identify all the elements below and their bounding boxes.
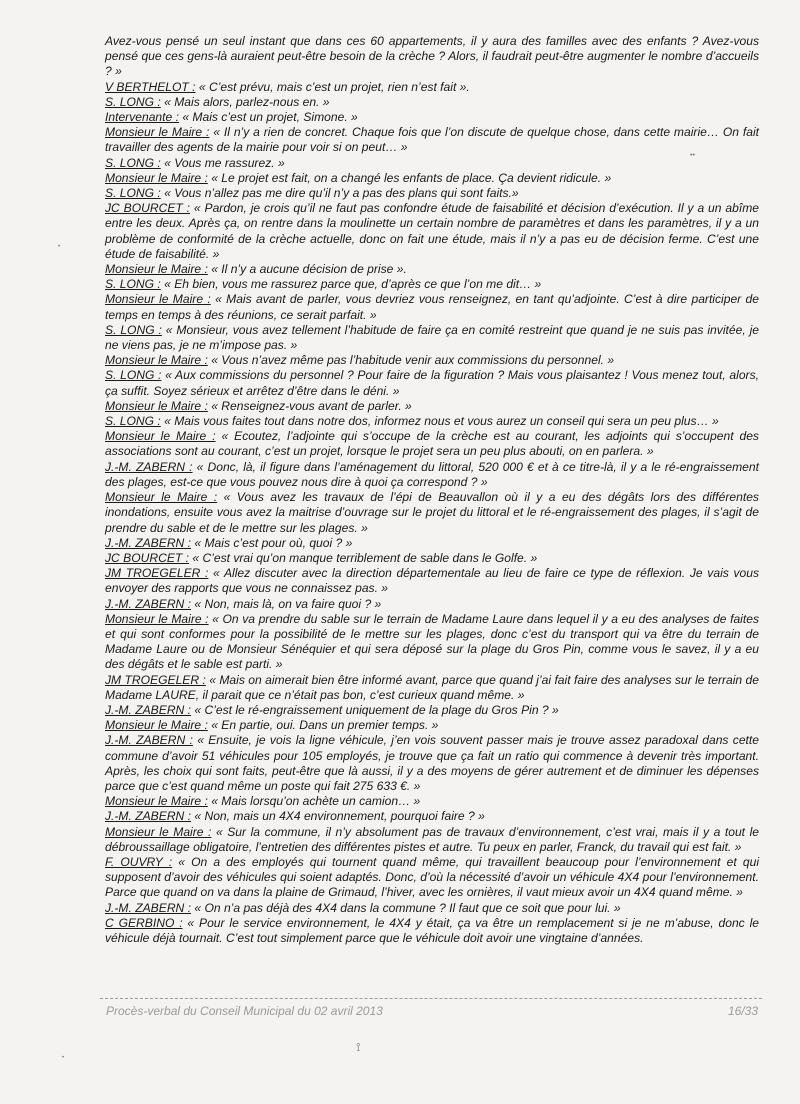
speech-text: « Vous n’avez même pas l’habitude venir aux commissions du personnel. » [207, 353, 615, 368]
speaker-name: J.-M. ZABERN : [105, 733, 193, 748]
speech-text: « Pour le service environnement, le 4X4 y était, ça va être un remplacement si je ne m’abuse, donc le véhicule déjà tournait. C’est tout simplement parce que le véhicule doit avoir une vingtaine d’années. [105, 915, 759, 945]
transcript-paragraph [105, 353, 759, 368]
transcript-paragraph [105, 460, 759, 490]
speaker-name: J.-M. ZABERN : [105, 900, 192, 915]
transcript-paragraph [105, 490, 759, 536]
speaker-name: Monsieur le Maire : [105, 794, 208, 809]
binding-hole-mark: ⟟ [356, 1040, 361, 1054]
speech-text: « Non, mais un 4X4 environnement, pourquoi faire ? » [191, 809, 485, 824]
speech-text: « On n’a pas déjà des 4X4 dans la commune ? Il faut que ce soit que pour lui. » [191, 900, 621, 915]
transcript-paragraph [105, 703, 759, 718]
speech-text: « Eh bien, vous me rassurez parce que, d’après ce que l’on me dit… » [160, 277, 542, 292]
speech-text: « Mais vous faites tout dans notre dos, informez nous et vous aurez un conseil qui sera un peu plus… » [160, 414, 719, 429]
speaker-name: S. LONG : [105, 186, 161, 201]
page-number: 16/33 [727, 1004, 758, 1018]
speech-text: « Non, mais là, on va faire quoi ? » [191, 596, 382, 611]
speech-text: « Sur la commune, il n’y absolument pas de travaux d’environnement, c’est vrai, mais il y a tout le débroussaillage obligatoire, l’entretien des différentes pistes et autre. Tu peux en parler, Franck, du travail qui est fait. » [105, 824, 759, 854]
speech-text: « Mais on aimerait bien être informé avant, parce que quand j’ai fait faire des analyses sur le terrain de Madame LAURE, il parait que ce n’était pas bon, c’est curieux quand même. » [105, 672, 759, 702]
transcript-paragraph [105, 156, 759, 171]
speaker-name: Monsieur le Maire : [105, 170, 208, 185]
speech-text: « Vous n’allez pas me dire qu’il n’y a pas des plans qui sont faits.» [160, 186, 519, 201]
speaker-name: S. LONG : [105, 94, 161, 109]
speaker-name: JM TROEGELER : [105, 566, 209, 581]
transcript-paragraph [105, 825, 759, 855]
transcript-paragraph [105, 566, 759, 596]
transcript-paragraph [105, 536, 759, 551]
speech-text: « Il n’y a rien de concret. Chaque fois que l’on discute de quelque chose, dans cette mairie… On fait travailler des agents de la mairie pour voir si on peut… » [105, 125, 759, 155]
speech-text: « Mais alors, parlez-nous en. » [160, 94, 330, 109]
transcript-paragraph [105, 414, 759, 429]
speech-text: « On a des employés qui tournent quand même, qui travaillent beaucoup pour l’environnement et qui supposent d’avoir des véhicules qui soient adaptés. Donc, d’où la nécessité d’avoir un véhicule 4X4 pour l’environnement. Parce que quand on va dans la plaine de Grimaud, l’hiver, avec les ornières, il vaut mieux avoir un 4X4 quand même. » [105, 854, 760, 900]
speech-text: « Pardon, je crois qu’il ne faut pas confondre étude de faisabilité et décision d’exécution. Il y a un abîme entre les deux. Après ça, on rentre dans la moulinette un certain nombre de paramètres et dans les paramètres, il y a un problème de conformité de la crèche actuelle, donc on fait une étude, mais il n’y a pas eu de décision ferme. C’est une étude de faisabilité. » [105, 201, 759, 261]
transcript-paragraph [105, 551, 759, 566]
speaker-name: F. OUVRY : [105, 854, 173, 869]
speech-text: « On va prendre du sable sur le terrain de Madame Laure dans lequel il y a eu des analyses de faites et qui sont conformes pour la possibilité de le mettre sur les plages, donc c’est du transport qui va être du terrain de Madame Laure ou de Monsieur Sénéquier et qui sera déposé sur la plage du Gros Pin, comme vous le savez, il y a eu des dégâts et le sable est parti. » [105, 611, 759, 672]
speaker-name: JM TROEGELER : [105, 672, 206, 687]
speaker-name: S. LONG : [105, 368, 162, 383]
speech-text: « Mais c’est un projet, Simone. » [178, 110, 358, 125]
scan-speck: • [62, 1055, 65, 1061]
speech-text: « Le projet est fait, on a changé les enfants de place. Ça devient ridicule. » [207, 170, 612, 185]
speaker-name: S. LONG : [105, 322, 162, 337]
speaker-name: Monsieur le Maire : [105, 718, 208, 733]
speech-text: « Ecoutez, l’adjointe qui s’occupe de la crèche est au courant, les adjoints qui s’occupent des associations sont au courant, c’est un projet, lorsque le projet sera un peu plus abouti, on en parlera. » [105, 429, 759, 459]
speaker-name: J.-M. ZABERN : [105, 535, 192, 550]
transcript-paragraph [105, 733, 759, 794]
footer-divider [100, 998, 762, 999]
speech-text: « Allez discuter avec la direction départementale au lieu de faire ce type de réflexion. Je vais vous envoyer des rapports que vous ne connaissez pas. » [105, 566, 759, 596]
speech-text: « Renseignez-vous avant de parler. » [207, 398, 412, 413]
speech-text: « Il n’y a aucune décision de prise ». [207, 262, 407, 277]
transcript-paragraph [105, 855, 759, 901]
speaker-name: Monsieur le Maire : [105, 490, 218, 505]
speaker-name: C GERBINO : [105, 915, 183, 930]
speech-text: « Mais avant de parler, vous devriez vous renseignez, en tant qu’adjointe. C’est à dire participer de temps en temps à des réunions, ce serait parfait. » [105, 292, 759, 322]
transcript-paragraph [105, 277, 759, 292]
speaker-name: Monsieur le Maire : [105, 824, 212, 839]
transcript-paragraph [105, 399, 759, 414]
page-footer [106, 1004, 758, 1018]
speaker-name: JC BOURCET : [105, 550, 189, 565]
speech-text: « En partie, oui. Dans un premier temps. » [207, 718, 439, 733]
speaker-name: Monsieur le Maire : [105, 262, 208, 277]
transcript-paragraph [105, 901, 759, 916]
transcript-paragraph [105, 612, 759, 673]
footer-title: Procès-verbal du Conseil Municipal du 02 avril 2013 [106, 1004, 383, 1018]
transcript-paragraph [105, 186, 759, 201]
transcript-paragraph [105, 673, 759, 703]
transcript-body [105, 34, 759, 946]
transcript-paragraph [105, 916, 759, 946]
speech-text: Avez-vous pensé un seul instant que dans ces 60 appartements, il y aura des familles avec des enfants ? Avez-vous pensé que ces gens-là auraient peut-être besoin de la crèche ? Alors, il faudrait peut-être augmenter le nombre d’accueils ? » [105, 34, 759, 79]
scan-speck: • [58, 244, 61, 250]
speech-text: « C’est prévu, mais c’est un projet, rien n’est fait ». [195, 79, 470, 94]
transcript-paragraph [105, 368, 759, 398]
speaker-name: Monsieur le Maire : [105, 292, 211, 307]
transcript-paragraph [105, 80, 759, 95]
speaker-name: Monsieur le Maire : [105, 125, 210, 140]
speech-text: « Donc, là, il figure dans l’aménagement du littoral, 520 000 € et à ce titre-là, il y a le ré-engraissement des plages, est-ce que vous pouvez nous dire à quoi ça correspond ? » [105, 459, 759, 489]
speech-text: « Monsieur, vous avez tellement l’habitude de faire ça en comité restreint que quand je ne suis pas invitée, je ne viens pas, je ne m’impose pas. » [105, 322, 759, 353]
speaker-name: J.-M. ZABERN : [105, 596, 192, 611]
speech-text: « Vous avez les travaux de l’épi de Beauvallon où il y a eu des dégâts lors des différentes inondations, ensuite vous avez la maitrise d’ouvrage sur le projet du littoral et le ré-engraissement des plages, il s’agit de prendre du sable et de le mettre sur les plages. » [105, 490, 759, 535]
speaker-name: Monsieur le Maire : [105, 611, 209, 626]
transcript-paragraph [105, 597, 759, 612]
speaker-name: Monsieur le Maire : [105, 429, 216, 444]
speaker-name: S. LONG : [105, 277, 161, 292]
speech-text: « Aux commissions du personnel ? Pour faire de la figuration ? Mais vous plaisantez ! Vous menez tout, alors, ça suffit. Soyez sérieux et arrêtez d’être dans le déni. » [105, 368, 759, 398]
transcript-paragraph [105, 110, 759, 125]
transcript-paragraph [105, 34, 759, 80]
transcript-paragraph [105, 794, 759, 809]
speech-text: « C’est le ré-engraissement uniquement de la plage du Gros Pin ? » [191, 702, 559, 717]
speaker-name: V BERTHELOT : [105, 79, 196, 94]
transcript-paragraph [105, 95, 759, 110]
speaker-name: J.-M. ZABERN : [105, 459, 193, 474]
transcript-paragraph [105, 323, 759, 353]
transcript-paragraph [105, 171, 759, 186]
speaker-name: S. LONG : [105, 155, 161, 170]
scan-speck: •• [690, 152, 695, 159]
speech-text: « C’est vrai qu’on manque terriblement de sable dans le Golfe. » [189, 550, 538, 565]
transcript-paragraph [105, 201, 759, 262]
speaker-name: JC BOURCET : [105, 201, 191, 216]
speaker-name: S. LONG : [105, 414, 161, 429]
transcript-paragraph [105, 262, 759, 277]
speaker-name: Intervenante : [105, 110, 179, 125]
speaker-name: J.-M. ZABERN : [105, 702, 192, 717]
transcript-paragraph [105, 429, 759, 459]
speaker-name: Monsieur le Maire : [105, 353, 208, 368]
transcript-paragraph [105, 718, 759, 733]
transcript-paragraph [105, 292, 759, 322]
speaker-name: Monsieur le Maire : [105, 398, 208, 413]
speech-text: « Vous me rassurez. » [160, 155, 285, 170]
speech-text: « Mais c’est pour où, quoi ? » [191, 535, 353, 550]
speaker-name: J.-M. ZABERN : [105, 809, 192, 824]
speech-text: « Mais lorsqu’on achète un camion… » [207, 794, 421, 809]
speech-text: « Ensuite, je vois la ligne véhicule, j’en vois souvent passer mais je trouve assez paradoxal dans cette commune d’avoir 51 véhicules pour 105 employés, je trouve que ça fait un ratio qui commence à devenir très important. Après, les choix qui sont faits, peut-être que là aussi, il y a des moyens de gérer autrement et de diminuer les dépenses parce que c’est quand même un poste qui fait 275 633 €. » [105, 733, 759, 793]
transcript-paragraph [105, 809, 759, 824]
transcript-paragraph [105, 125, 759, 155]
